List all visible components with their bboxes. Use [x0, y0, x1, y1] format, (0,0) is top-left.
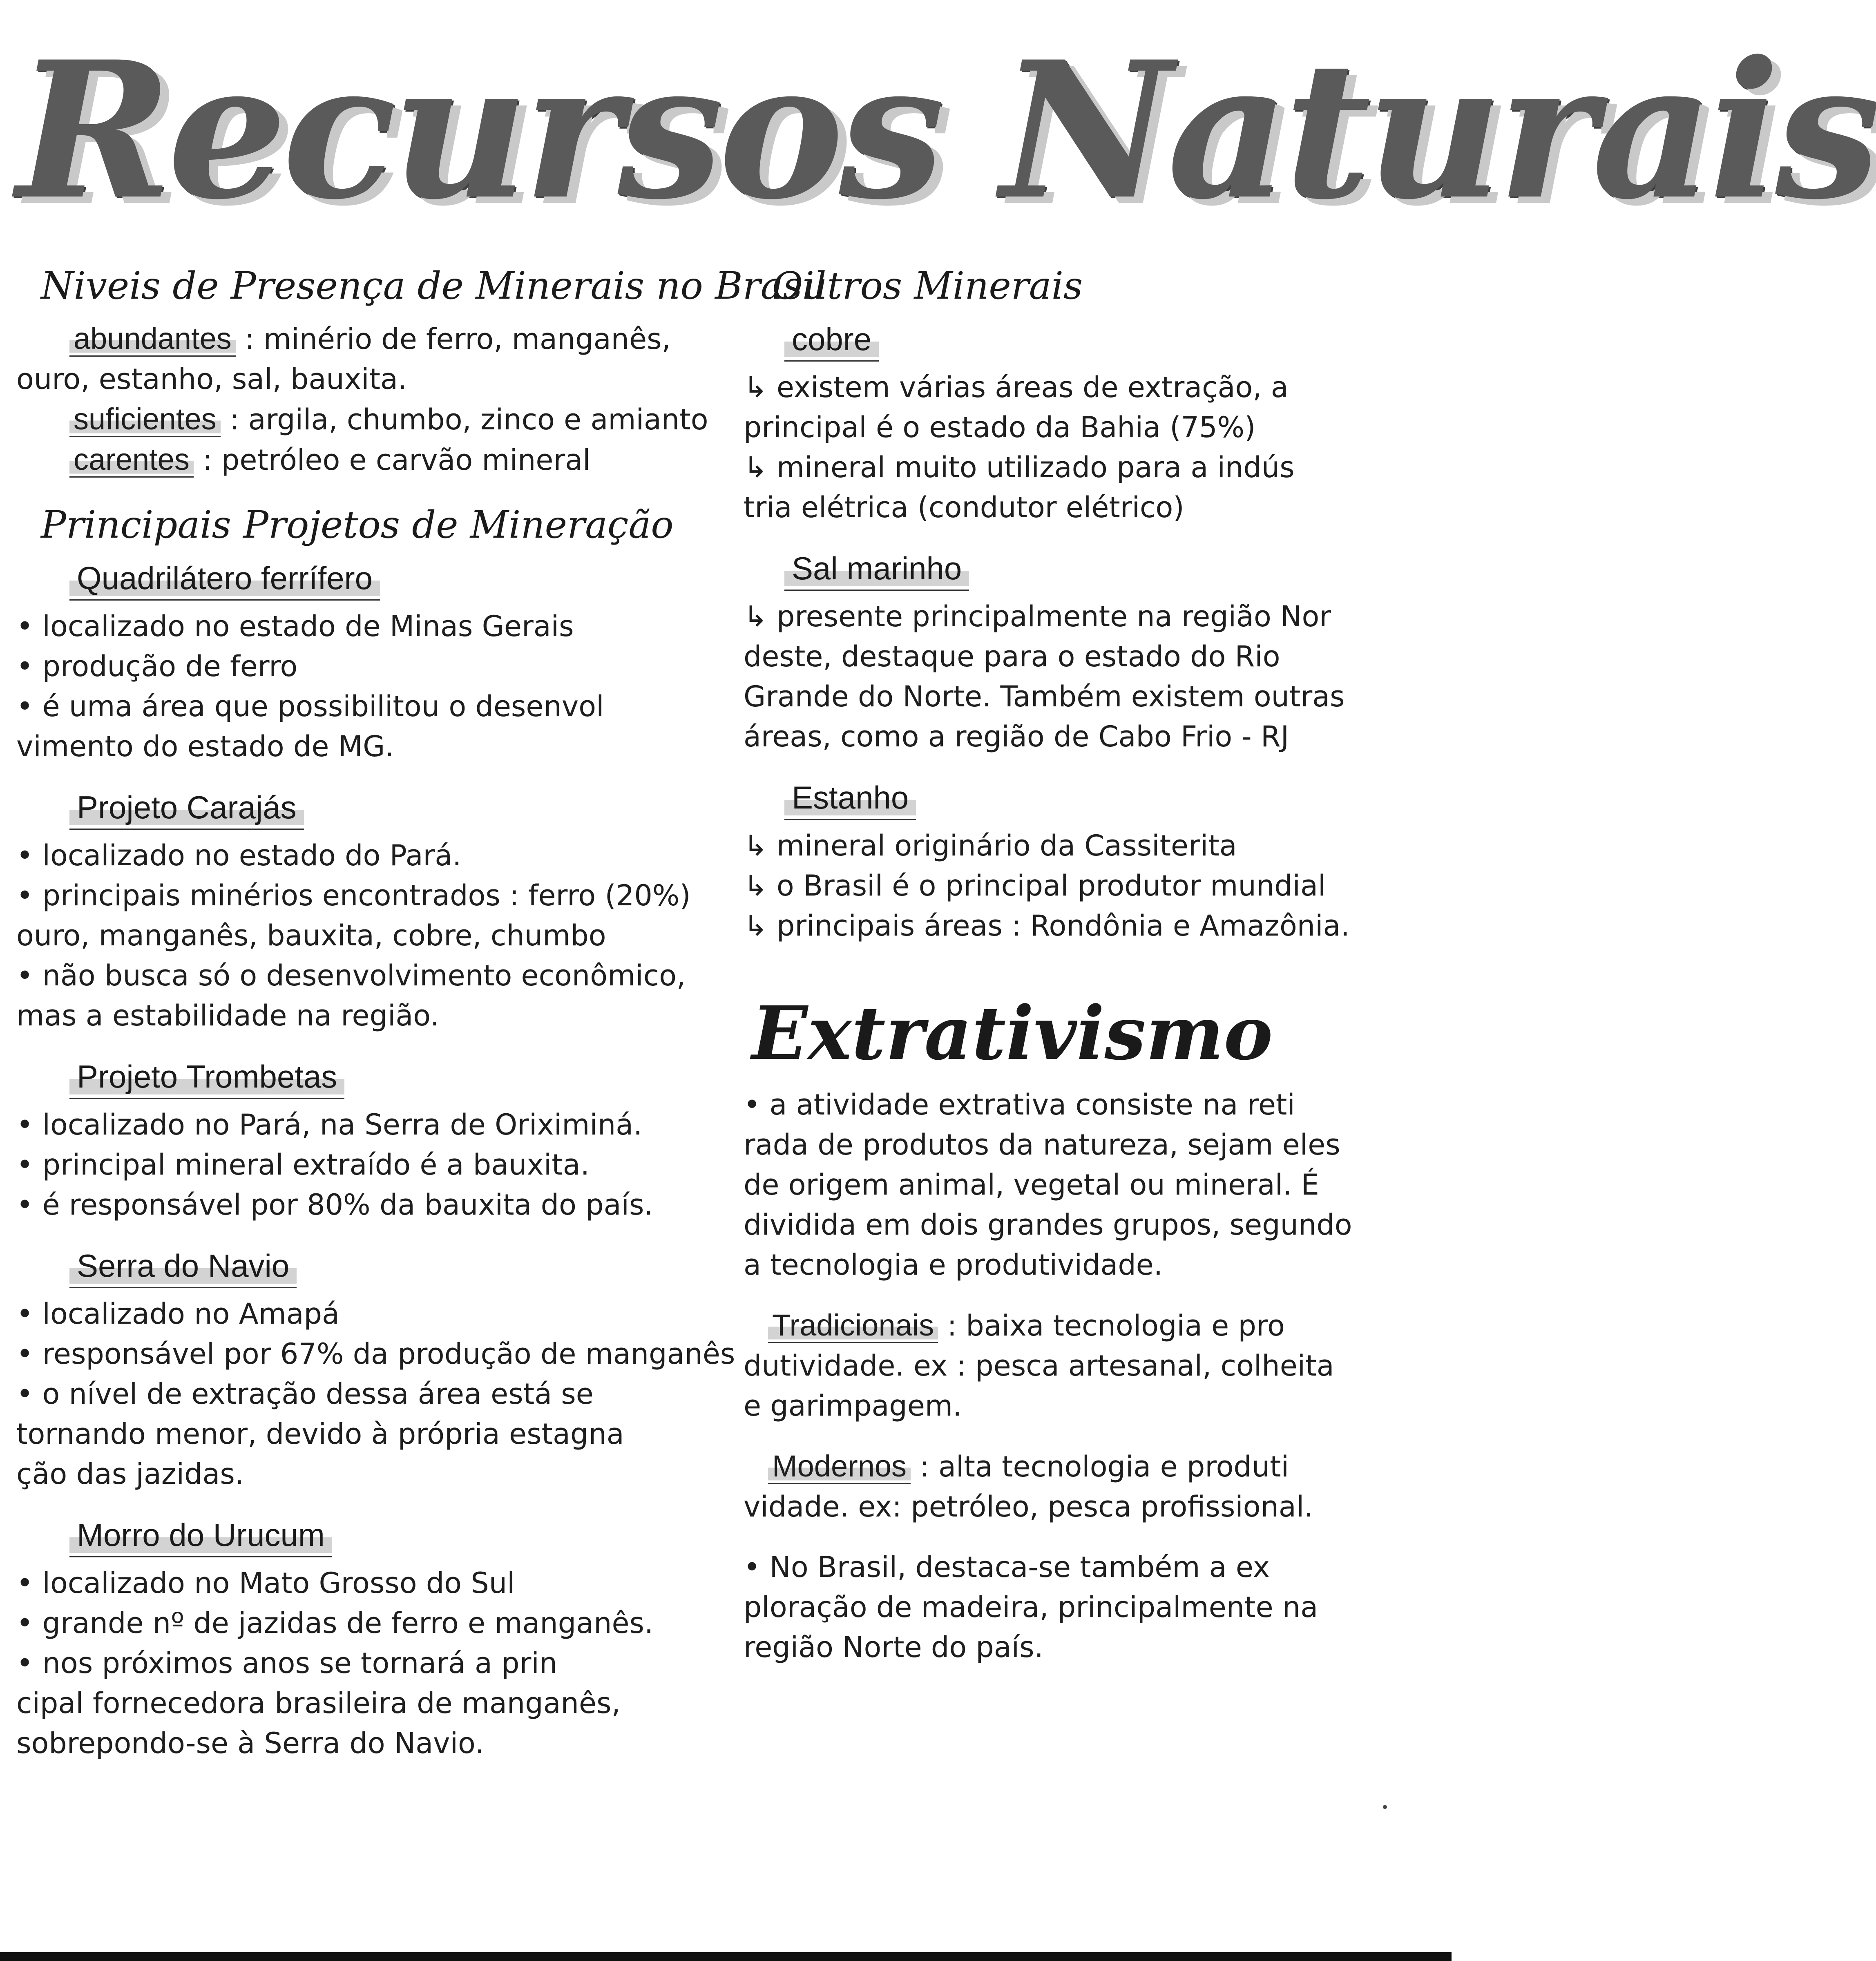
extractivism-outro	[744, 1547, 1438, 1667]
mineral-line: ↳ o Brasil é o principal produtor mundial	[744, 869, 1326, 902]
level-value: : petróleo e carvão mineral	[193, 443, 591, 477]
group-value: : alta tecnologia e produti	[911, 1450, 1289, 1483]
project-name: Projeto Trombetas	[69, 1056, 344, 1099]
mineral-line: áreas, como a região de Cabo Frio - RJ	[744, 720, 1289, 753]
mineral-name: Sal marinho	[784, 548, 969, 591]
level-value: : argila, chumbo, zinco e amianto	[220, 403, 708, 436]
project-line: • grande nº de jazidas de ferro e manganês.	[16, 1606, 654, 1640]
group-key: Modernos	[768, 1449, 911, 1484]
group-row	[744, 1305, 1438, 1346]
extractivism-intro	[744, 1085, 1438, 1285]
project-line: tornando menor, devido à própria estagna	[16, 1417, 624, 1451]
project-block	[16, 1056, 744, 1225]
level-key: carentes	[69, 442, 194, 478]
other-minerals-section	[744, 261, 1438, 946]
mineral-line: principal é o estado da Bahia (75%)	[744, 411, 1256, 444]
project-line: • produção de ferro	[16, 650, 298, 683]
group-key: Tradicionais	[768, 1308, 938, 1343]
project-block	[16, 1514, 744, 1763]
mineral-line: ↳ presente principalmente na região Nor	[744, 600, 1331, 633]
project-block	[16, 787, 744, 1036]
level-row-cont: ouro, estanho, sal, bauxita.	[16, 362, 407, 396]
intro-line: dividida em dois grandes grupos, segundo	[744, 1208, 1352, 1242]
mineral-block	[744, 319, 1438, 527]
project-line: • o nível de extração dessa área está se	[16, 1377, 594, 1411]
project-line: • é uma área que possibilitou o desenvol	[16, 690, 604, 723]
section-heading: Principais Projetos de Mineração	[41, 503, 674, 547]
project-line: cipal fornecedora brasileira de manganês,	[16, 1686, 621, 1720]
right-column	[744, 261, 1438, 1688]
group-value: : baixa tecnologia e pro	[938, 1309, 1285, 1342]
extractivism-heading: Extrativismo	[752, 990, 1273, 1077]
project-line: vimento do estado de MG.	[16, 730, 394, 763]
project-name: Morro do Urucum	[69, 1514, 332, 1557]
level-row	[16, 399, 744, 440]
project-line: • localizado no Amapá	[16, 1297, 339, 1331]
level-value: : minério de ferro, manganês,	[235, 322, 671, 356]
intro-line: de origem animal, vegetal ou mineral. É	[744, 1168, 1319, 1202]
section-heading: Niveis de Presença de Minerais no Brasil	[41, 264, 826, 308]
extractivism-section	[744, 991, 1438, 1667]
project-line: • localizado no estado do Pará.	[16, 839, 462, 872]
mineral-line: deste, destaque para o estado do Rio	[744, 640, 1280, 673]
project-line: ção das jazidas.	[16, 1457, 244, 1491]
level-row	[16, 319, 744, 359]
project-line: ouro, manganês, bauxita, cobre, chumbo	[16, 919, 606, 952]
project-line: sobrepondo-se à Serra do Navio.	[16, 1726, 484, 1760]
level-key: abundantes	[69, 322, 236, 357]
mineral-levels-section	[16, 261, 826, 480]
project-name: Serra do Navio	[69, 1245, 297, 1288]
project-line: • não busca só o desenvolvimento econômico,	[16, 959, 686, 992]
project-line: • principais minérios encontrados : ferro (20%)	[16, 879, 691, 912]
extractivism-group	[744, 1305, 1438, 1426]
mining-projects-section	[16, 500, 744, 1763]
project-block	[16, 558, 744, 766]
intro-line: rada de produtos da natureza, sejam eles	[744, 1128, 1340, 1161]
project-line: • responsável por 67% da produção de manganês	[16, 1337, 735, 1371]
left-column	[16, 261, 826, 1784]
outro-line: ploração de madeira, principalmente na	[744, 1590, 1318, 1624]
project-line: mas a estabilidade na região.	[16, 999, 440, 1032]
mineral-name: cobre	[784, 319, 879, 362]
page-title: Recursos Naturais	[16, 20, 1876, 241]
mineral-line: tria elétrica (condutor elétrico)	[744, 491, 1184, 524]
project-line: • localizado no Mato Grosso do Sul	[16, 1566, 515, 1600]
section-heading: Outros Minerais	[772, 264, 1083, 308]
intro-line: a tecnologia e produtividade.	[744, 1248, 1163, 1282]
group-line: vidade. ex: petróleo, pesca profissional.	[744, 1490, 1313, 1523]
intro-line: • a atividade extrativa consiste na reti	[744, 1088, 1295, 1121]
mineral-line: ↳ mineral originário da Cassiterita	[744, 829, 1237, 862]
bottom-border	[0, 1952, 1452, 1961]
project-name: Quadrilátero ferrífero	[69, 558, 380, 601]
project-line: • é responsável por 80% da bauxita do país.	[16, 1188, 653, 1222]
mineral-block	[744, 777, 1438, 946]
outro-line: região Norte do país.	[744, 1630, 1043, 1664]
group-line: dutividade. ex : pesca artesanal, colheita	[744, 1349, 1334, 1383]
project-line: • nos próximos anos se tornará a prin	[16, 1646, 558, 1680]
project-block	[16, 1245, 744, 1494]
mineral-line: ↳ principais áreas : Rondônia e Amazônia.	[744, 909, 1350, 943]
project-line: • principal mineral extraído é a bauxita.	[16, 1148, 590, 1182]
mineral-line: ↳ mineral muito utilizado para a indús	[744, 451, 1295, 484]
group-row	[744, 1446, 1438, 1487]
mineral-block	[744, 548, 1438, 757]
level-key: suficientes	[69, 402, 221, 437]
project-line: • localizado no Pará, na Serra de Oriximiná.	[16, 1108, 643, 1141]
extractivism-group	[744, 1446, 1438, 1527]
mineral-line: Grande do Norte. Também existem outras	[744, 680, 1345, 713]
project-name: Projeto Carajás	[69, 787, 304, 830]
group-line: e garimpagem.	[744, 1389, 962, 1423]
ink-dot	[1383, 1805, 1387, 1809]
outro-line: • No Brasil, destaca-se também a ex	[744, 1550, 1270, 1584]
mineral-name: Estanho	[784, 777, 916, 820]
project-line: • localizado no estado de Minas Gerais	[16, 610, 574, 643]
level-row	[16, 440, 744, 480]
mineral-line: ↳ existem várias áreas de extração, a	[744, 371, 1289, 404]
